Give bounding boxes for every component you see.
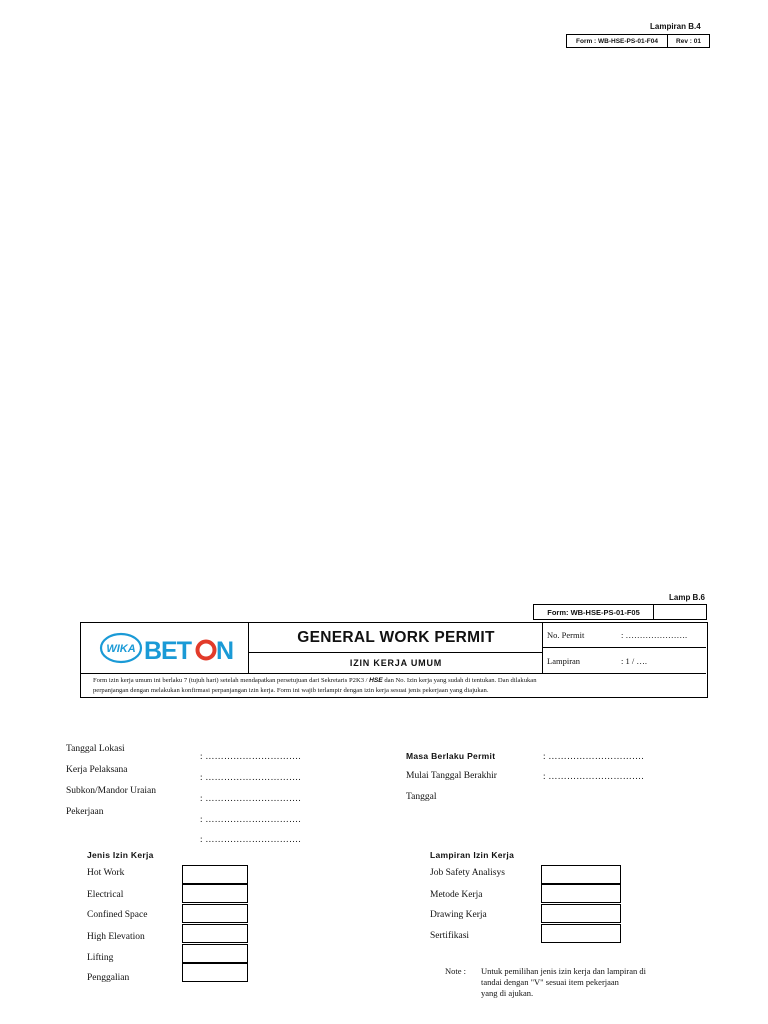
field-label-pekerjaan: Pekerjaan [66, 807, 104, 817]
lampiran-b4-label: Lampiran B.4 [650, 22, 701, 31]
wika-beton-logo [99, 629, 234, 667]
mulai-tanggal-label: Mulai Tanggal Berakhir [406, 771, 497, 781]
lampiran-checkbox-sertifikasi[interactable] [541, 924, 621, 943]
top-rev: Rev : 01 [676, 37, 701, 45]
field-value-1[interactable]: : …………………………. [200, 751, 301, 761]
no-permit-value: : …………………. [621, 630, 688, 640]
jenis-izin-item-electrical: Electrical [87, 890, 124, 900]
note-text [481, 966, 646, 999]
logo-beton-n: N [215, 637, 234, 665]
jenis-izin-heading: Jenis Izin Kerja [87, 850, 154, 860]
field-label-kerja-pelaksana: Kerja Pelaksana [66, 765, 128, 775]
jenis-izin-checkbox-high-elevation[interactable] [182, 924, 248, 943]
logo-beton-text: BET [143, 637, 191, 665]
jenis-izin-item-confined-space: Confined Space [87, 910, 148, 920]
form-code: Form: WB-HSE-PS-01-F05 [534, 605, 654, 619]
lampiran-checkbox-jsa[interactable] [541, 865, 621, 884]
masa-berlaku-value[interactable]: : …………………………. [543, 751, 644, 761]
lampiran-item-drawing-kerja: Drawing Kerja [430, 910, 487, 920]
jenis-izin-item-high-elevation: High Elevation [87, 932, 145, 942]
field-value-4[interactable]: : …………………………. [200, 814, 301, 824]
page-subtitle: IZIN KERJA UMUM [349, 658, 443, 668]
lampiran-value: : 1 / …. [621, 655, 647, 666]
title-cell [249, 623, 543, 673]
field-label-tanggal-lokasi: Tanggal Lokasi [66, 744, 125, 754]
jenis-izin-checkbox-electrical[interactable] [182, 884, 248, 903]
field-value-2[interactable]: : …………………………. [200, 772, 301, 782]
logo-beton-o: O [205, 650, 207, 651]
jenis-izin-checkbox-penggalian[interactable] [182, 963, 248, 982]
jenis-izin-checkbox-hot-work[interactable] [182, 865, 248, 884]
jenis-izin-item-lifting: Lifting [87, 953, 114, 963]
permit-info-cell [543, 623, 706, 673]
lampiran-item-sertifikasi: Sertifikasi [430, 931, 470, 941]
top-form-code: Form : WB-HSE-PS-01-F04 [567, 35, 668, 47]
lampiran-item-jsa: Job Safety Analisys [430, 868, 505, 878]
jenis-izin-item-penggalian: Penggalian [87, 973, 130, 983]
jenis-izin-checkbox-confined-space[interactable] [182, 904, 248, 923]
jenis-izin-checkbox-lifting[interactable] [182, 944, 248, 963]
lampiran-row [543, 648, 706, 673]
logo-cell [81, 623, 249, 673]
note-label: Note : [445, 966, 467, 976]
jenis-izin-item-hot-work: Hot Work [87, 868, 125, 878]
lampiran-label: Lampiran [547, 655, 581, 666]
lampiran-checkbox-metode-kerja[interactable] [541, 884, 621, 903]
field-value-5[interactable]: : …………………………. [200, 834, 301, 844]
permit-header-box [80, 622, 708, 698]
top-form-code-box [566, 34, 710, 48]
lampiran-izin-heading: Lampiran Izin Kerja [430, 850, 515, 860]
note-line-3: yang di ajukan. [481, 988, 534, 998]
no-permit-label: No. Permit [547, 630, 585, 640]
form-code-box [533, 604, 707, 620]
masa-berlaku-label: Masa Berlaku Permit [406, 751, 496, 761]
field-value-3[interactable]: : …………………………. [200, 793, 301, 803]
no-permit-row [543, 623, 706, 648]
lampiran-checkbox-drawing-kerja[interactable] [541, 904, 621, 923]
logo-wika-text: WIKA [105, 643, 136, 655]
field-label-subkon-mandor: Subkon/Mandor Uraian [66, 786, 156, 796]
form-code-right-cell [654, 605, 706, 619]
validity-note-text-a: Form izin kerja umum ini berlaku 7 (tujuh hari) setelah mendapatkan persetujuan dari Sekretaris P2K3 / [93, 677, 368, 684]
validity-note [81, 673, 706, 697]
mulai-tanggal-value[interactable]: : …………………………. [543, 771, 644, 781]
lamp-b6-label: Lamp B.6 [669, 593, 706, 602]
validity-note-hse: HSE [369, 677, 383, 684]
note-line-2: tandai dengan "V" sesuai item pekerjaan [481, 977, 619, 987]
page-title: GENERAL WORK PERMIT [249, 623, 543, 653]
validity-note-text-line2: perpanjangan dengan melakukan konfirmasi perpanjangan izin kerja. Form ini wajib terlampir dengan izin kerja sesuai jenis pekerjaan yang diajukan. [93, 686, 489, 694]
tanggal-label: Tanggal [406, 792, 437, 802]
lampiran-item-metode-kerja: Metode Kerja [430, 890, 483, 900]
validity-note-text-b: dan No. Izin kerja yang sudah di tentukan. Dan dilakukan [384, 677, 537, 684]
note-line-1: Untuk pemilihan jenis izin kerja dan lampiran di [481, 966, 646, 976]
